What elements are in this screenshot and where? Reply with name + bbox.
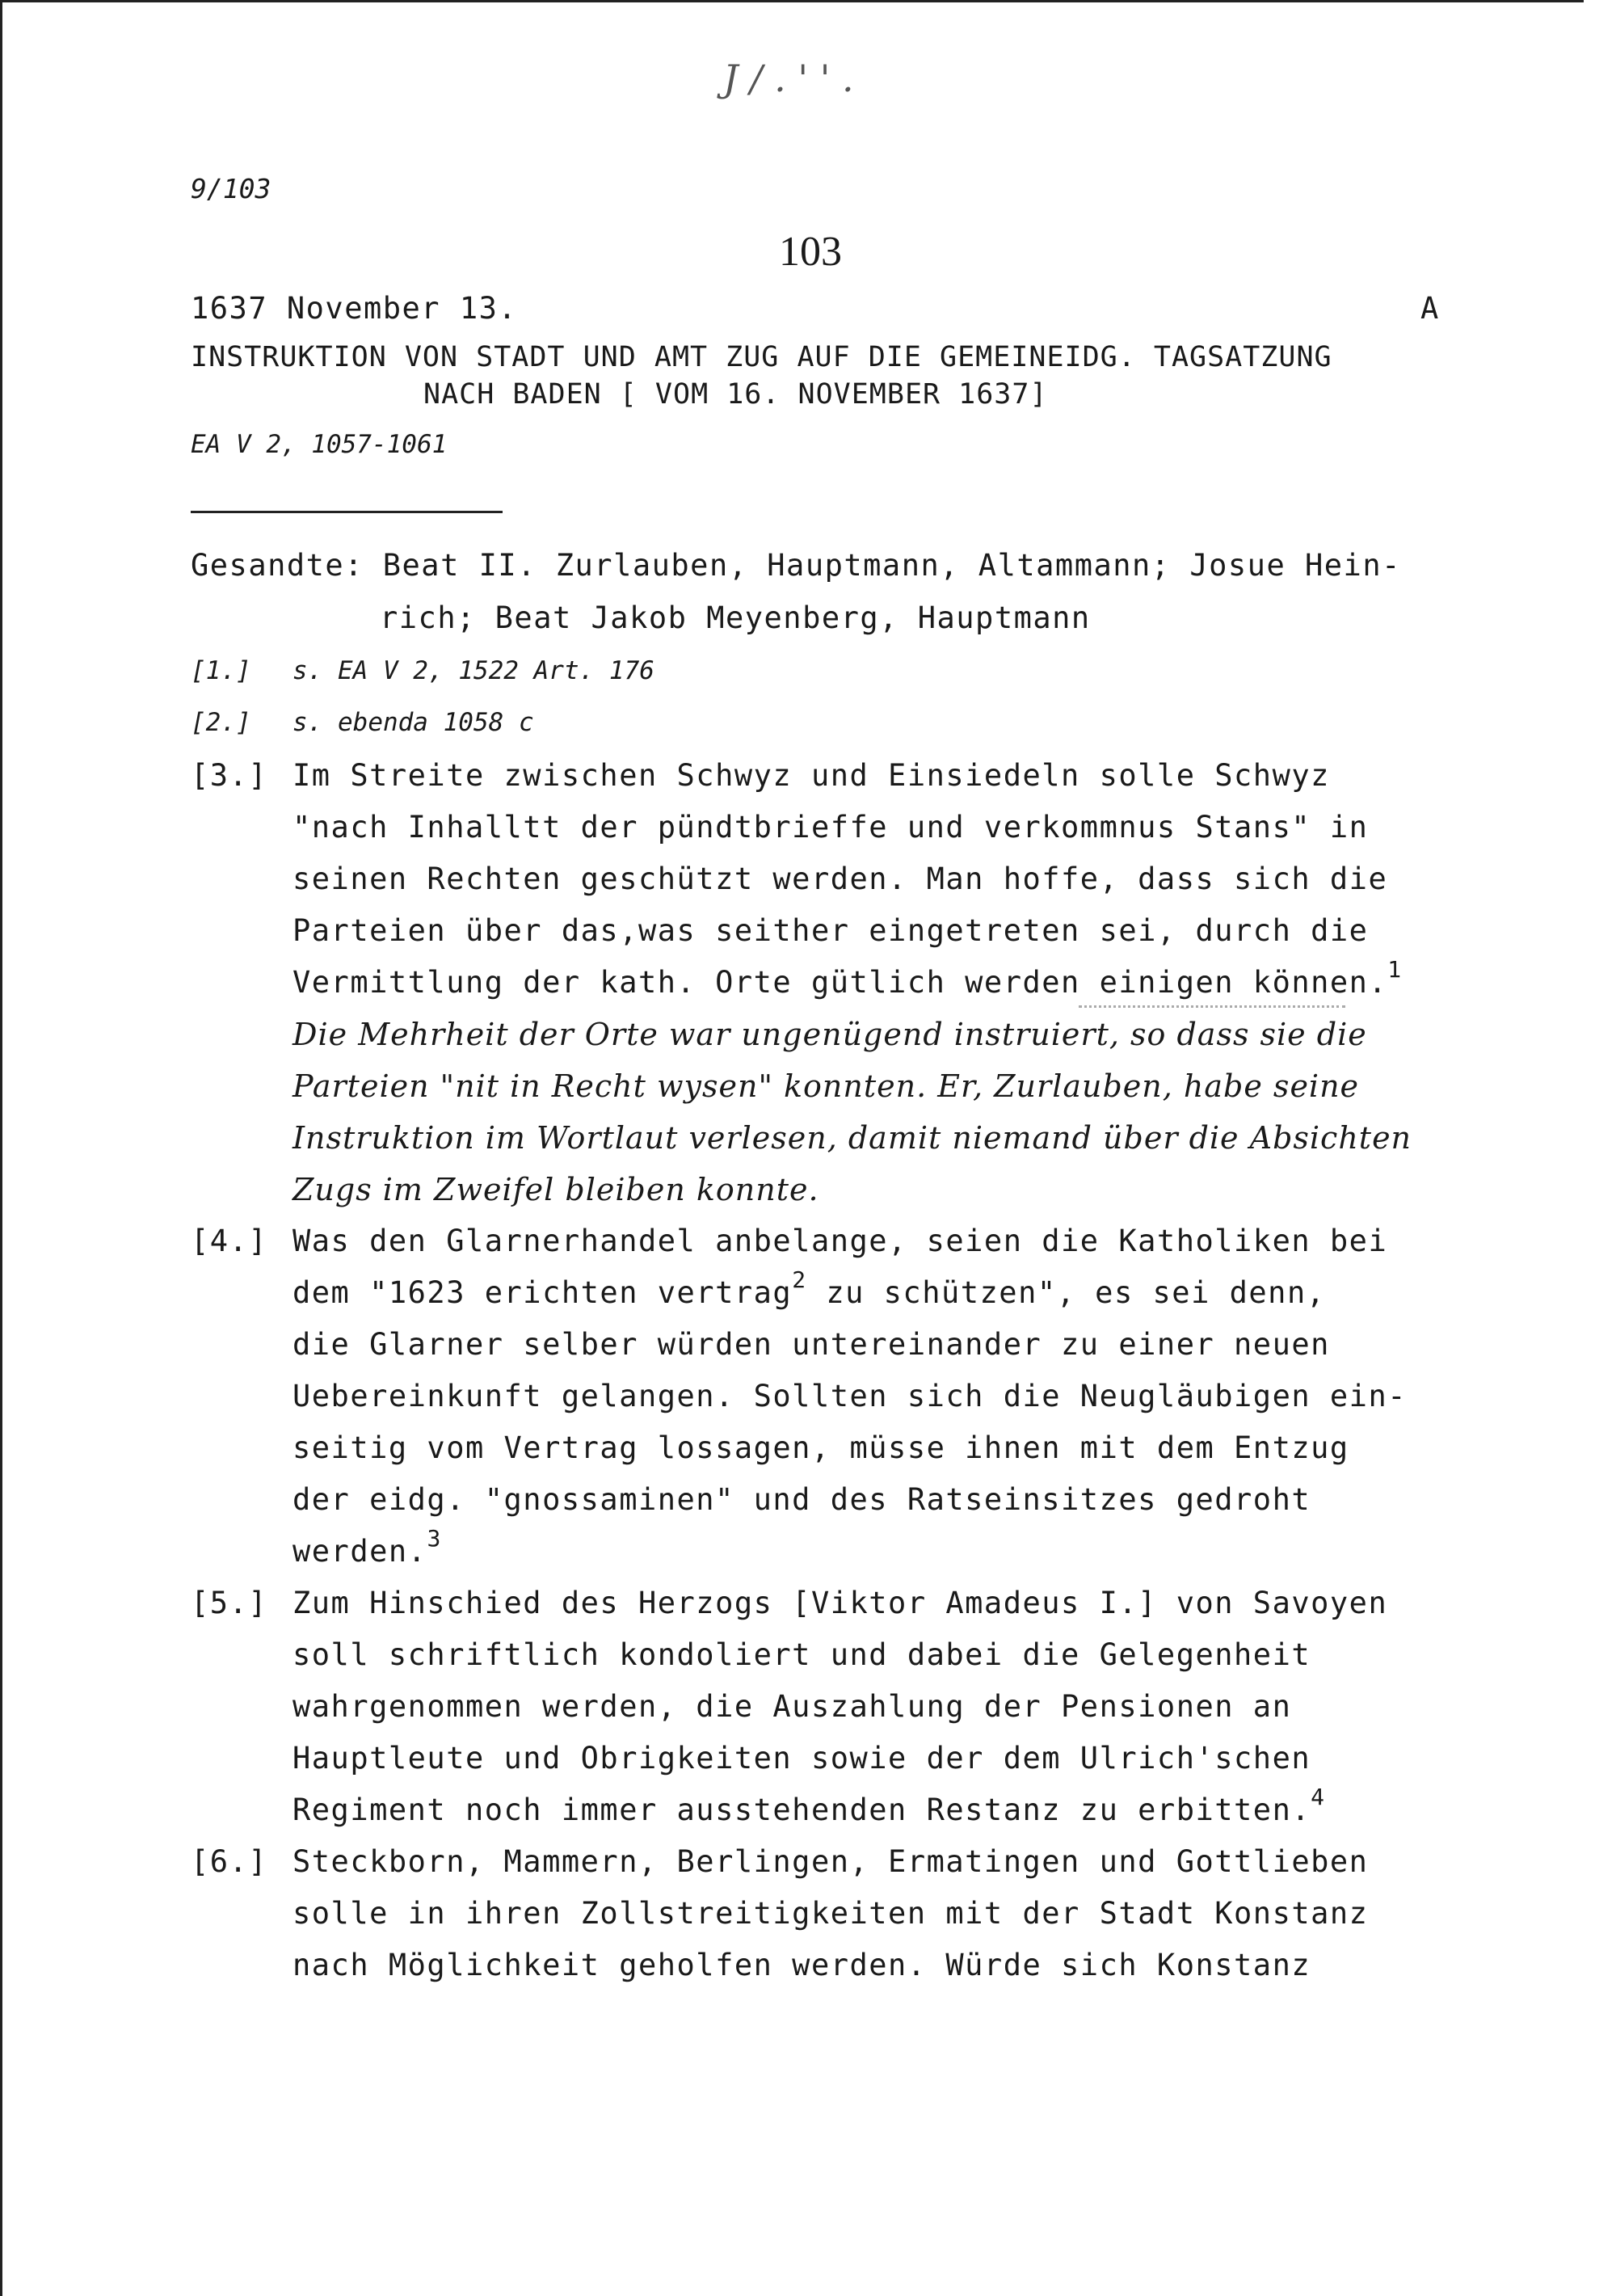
item-label: [3.]: [191, 758, 268, 793]
item-text: s. ebenda 1058 c: [292, 708, 534, 737]
dotted-mark: [1079, 1005, 1345, 1008]
item-text: solle in ihren Zollstreitigkeiten mit der Stadt Konstanz: [292, 1896, 1369, 1931]
item-text: die Glarner selber würden untereinander zu einer neuen: [292, 1327, 1330, 1362]
item-text: seitig vom Vertrag lossagen, müsse ihnen mit dem Entzug: [292, 1430, 1349, 1465]
item-text: Im Streite zwischen Schwyz und Einsiedeln solle Schwyz: [292, 758, 1330, 793]
item-text: soll schriftlich kondoliert und dabei die Gelegenheit: [292, 1637, 1311, 1672]
reference-code: 9/103: [191, 173, 271, 204]
item-text: Vermittlung der kath. Orte gütlich werden einigen können.$^1$: [292, 955, 1403, 1000]
item-label: [1.]: [191, 656, 251, 685]
item-text: "nach Inhalltt der pündtbrieffe und verkommnus Stans" in: [292, 810, 1369, 845]
entry-marker: A: [1420, 291, 1440, 326]
item-label: [6.]: [191, 1844, 268, 1879]
entry-source: EA V 2, 1057-1061: [191, 430, 448, 459]
item-text: wahrgenommen werden, die Auszahlung der Pensionen an: [292, 1689, 1292, 1724]
handwritten-note: Parteien "nit in Recht wysen" konnten. Er, Zurlauben, habe seine: [292, 1068, 1360, 1104]
item-text: Was den Glarnerhandel anbelange, seien die Katholiken bei: [292, 1224, 1388, 1258]
entry-title-line1: INSTRUKTION VON STADT UND AMT ZUG AUF DIE GEMEINEIDG. TAGSATZUNG: [191, 341, 1332, 373]
entry-title-line2: NACH BADEN [ VOM 16. NOVEMBER 1637]: [423, 378, 1048, 411]
item-text: der eidg. "gnossaminen" und des Ratseinsitzes gedroht: [292, 1482, 1311, 1517]
item-text: s. EA V 2, 1522 Art. 176: [292, 656, 654, 685]
item-text: Zum Hinschied des Herzogs [Viktor Amadeus I.] von Savoyen: [292, 1586, 1388, 1620]
footnote-marker: 2: [792, 1266, 807, 1293]
envoys-line2: rich; Beat Jakob Meyenberg, Hauptmann: [380, 600, 1091, 635]
item-text: Hauptleute und Obrigkeiten sowie der dem Ulrich'schen: [292, 1741, 1311, 1776]
item-text: dem "1623 erichten vertrag$^2$ zu schützen", es sei denn,: [292, 1266, 1326, 1310]
scan-border-left: [0, 0, 2, 2296]
handwritten-note: Die Mehrheit der Orte war ungenügend instruiert, so dass sie die: [292, 1017, 1367, 1052]
item-text: Regiment noch immer ausstehenden Restanz zu erbitten.$^4$: [292, 1783, 1326, 1827]
footnote-marker: 3: [427, 1524, 442, 1552]
page-number: 103: [779, 229, 842, 275]
footnote-marker: 4: [1311, 1783, 1326, 1810]
item-text: nach Möglichkeit geholfen werden. Würde sich Konstanz: [292, 1948, 1311, 1982]
separator-rule: [191, 511, 503, 513]
handwritten-scribble: J / . ' ' .: [723, 57, 854, 100]
item-text: werden.$^3$: [292, 1524, 442, 1569]
item-label: [5.]: [191, 1586, 268, 1620]
item-text: Uebereinkunft gelangen. Sollten sich die Neugläubigen ein-: [292, 1379, 1408, 1413]
item-label: [4.]: [191, 1224, 268, 1258]
handwritten-note: Instruktion im Wortlaut verlesen, damit niemand über die Absichten: [292, 1120, 1412, 1156]
scan-border-top: [0, 0, 1584, 2]
handwritten-note: Zugs im Zweifel bleiben konnte.: [292, 1172, 819, 1207]
footnote-marker: 1: [1387, 955, 1403, 983]
item-text: Parteien über das,was seither eingetreten sei, durch die: [292, 913, 1369, 948]
envoys-line1: Gesandte: Beat II. Zurlauben, Hauptmann, Altammann; Josue Hein-: [191, 548, 1401, 583]
item-text: Steckborn, Mammern, Berlingen, Ermatingen und Gottlieben: [292, 1844, 1369, 1879]
item-text: seinen Rechten geschützt werden. Man hoffe, dass sich die: [292, 862, 1388, 896]
entry-date: 1637 November 13.: [191, 291, 518, 326]
item-label: [2.]: [191, 708, 251, 737]
